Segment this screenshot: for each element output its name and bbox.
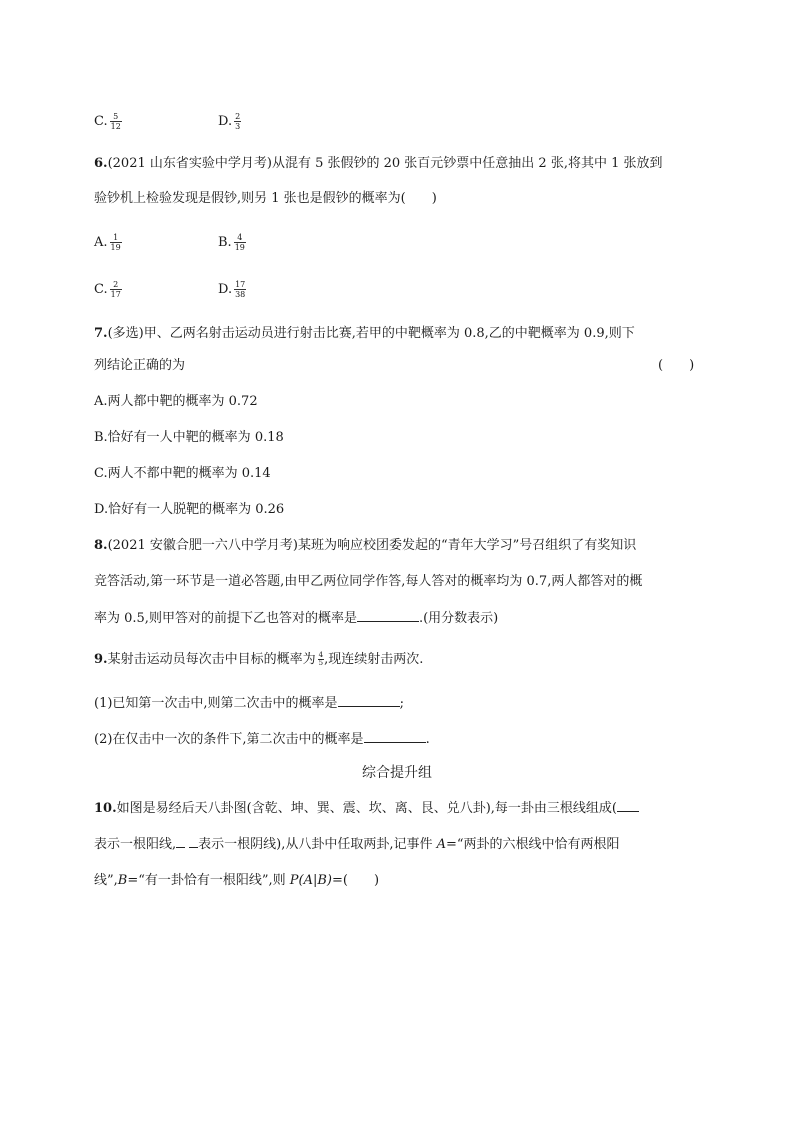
fraction (110, 280, 122, 299)
q7-option-d: D.恰好有一人脱靶的概率为 0.26 (94, 502, 285, 517)
q10-text: =( ) (332, 873, 380, 888)
q8-stem-line2 (94, 573, 642, 591)
q9-text: (1)已知第一次击中,则第二次击中的概率是 (94, 696, 338, 711)
q7-stem-line1 (94, 325, 635, 343)
q5-option-d (218, 112, 241, 131)
question-number: 6. (94, 156, 108, 171)
q7-answer-paren: ( ) (658, 358, 695, 373)
question-number: 9. (94, 652, 108, 667)
denominator: 3 (235, 122, 241, 131)
q7-option-c: C.两人不都中靶的概率为 0.14 (94, 466, 271, 481)
q9-text: (2)在仅击中一次的条件下,第二次击中的概率是 (94, 732, 364, 747)
denominator: 38 (235, 290, 246, 299)
q8-stem-line1 (94, 537, 636, 555)
q9-text: ,现连续射击两次. (324, 652, 424, 667)
question-number: 8. (94, 538, 108, 553)
q9-text: . (425, 732, 430, 747)
q6-option-d (218, 280, 246, 299)
numerator: 1 (110, 233, 122, 243)
section-heading: 综合提升组 (362, 765, 432, 781)
q9-text: 某射击运动员每次击中目标的概率为 (107, 652, 316, 667)
option-label: C. (94, 114, 108, 129)
event-a-variable: A (436, 837, 447, 852)
q9-answer-blank-2[interactable] (364, 730, 426, 743)
q8-text: 率为 0.5,则甲答对的前提下乙也答对的概率是 (94, 611, 357, 626)
fraction (234, 280, 246, 299)
q10-text: 表示一根阳线, (94, 837, 177, 852)
fraction (234, 233, 246, 252)
q5-option-c (94, 112, 122, 131)
q6-option-a (94, 233, 122, 252)
q9-answer-blank-1[interactable] (338, 694, 400, 707)
question-number: 10. (94, 801, 117, 816)
q7-text: 列结论正确的为 (94, 358, 186, 373)
numerator: 17 (235, 280, 246, 289)
numerator: 4 (234, 233, 246, 243)
q8-text: .(用分数表示) (418, 611, 499, 626)
q8-text: (2021 安徽合肥一六八中学月考)某班为响应校团委发起的“青年大学习”号召组织了有奖知识 (107, 538, 637, 553)
denominator: 5 (318, 659, 324, 667)
yin-line-symbol (176, 837, 198, 848)
fraction (234, 112, 241, 131)
q10-stem-line2 (94, 836, 620, 854)
q7-stem-line2 (94, 357, 185, 375)
q10-text: 线”, (94, 873, 118, 888)
q7-text: (多选)甲、乙两名射击运动员进行射击比赛,若甲的中靶概率为 0.8,乙的中靶概率为 0.9,则下 (107, 326, 635, 341)
option-label: D. (218, 114, 233, 129)
conditional-probability-expression: P(A|B) (289, 873, 333, 888)
q8-stem-line3 (94, 609, 498, 628)
numerator: 2 (235, 112, 241, 121)
option-label: C. (94, 282, 108, 297)
event-b-variable: B (117, 873, 128, 888)
option-label: B. (218, 235, 232, 250)
denominator: 17 (110, 290, 121, 299)
numerator: 4 (318, 651, 324, 659)
q7-option-a: A.两人都中靶的概率为 0.72 (94, 394, 258, 409)
q10-text: 表示一根阴线),从八卦中任取两卦,记事件 (198, 837, 437, 852)
q6-option-b (218, 233, 246, 252)
q6-stem-line2 (94, 190, 437, 208)
q8-text: 竞答活动,第一环节是一道必答题,由甲乙两位同学作答,每人答对的概率均为 0.7,两人都答对的概 (94, 574, 643, 589)
denominator: 19 (234, 243, 245, 252)
denominator: 12 (110, 122, 121, 131)
denominator: 19 (110, 243, 121, 252)
q6-option-c (94, 280, 122, 299)
q7-option-b: B.恰好有一人中靶的概率为 0.18 (94, 430, 284, 445)
q10-stem-line1 (94, 800, 639, 818)
option-label: A. (94, 235, 108, 250)
numerator: 5 (110, 112, 122, 122)
question-number: 7. (94, 326, 108, 341)
q6-stem-line1 (94, 155, 663, 173)
q9-text: ; (399, 696, 404, 711)
q9-stem (94, 651, 423, 669)
q10-text: =“两卦的六根线中恰有两根阳 (446, 837, 620, 852)
q10-stem-line3 (94, 872, 379, 890)
fraction (110, 233, 122, 252)
q8-answer-blank[interactable] (357, 609, 419, 622)
q6-text: (2021 山东省实验中学月考)从混有 5 张假钞的 20 张百元钞票中任意抽出 2 张,将其中 1 张放到 (107, 156, 663, 171)
yang-line-symbol (617, 800, 639, 812)
q10-text: 如图是易经后天八卦图(含乾、坤、巽、震、坎、离、艮、兑八卦),每一卦由三根线组成( (116, 801, 617, 816)
option-label: D. (218, 282, 233, 297)
numerator: 2 (110, 280, 122, 290)
q10-text: =“有一卦恰有一根阳线”,则 (127, 873, 290, 888)
q9-sub1 (94, 694, 404, 713)
q6-text: 验钞机上检验发现是假钞,则另 1 张也是假钞的概率为( ) (94, 191, 437, 206)
fraction (110, 112, 122, 131)
q9-sub2 (94, 730, 430, 749)
